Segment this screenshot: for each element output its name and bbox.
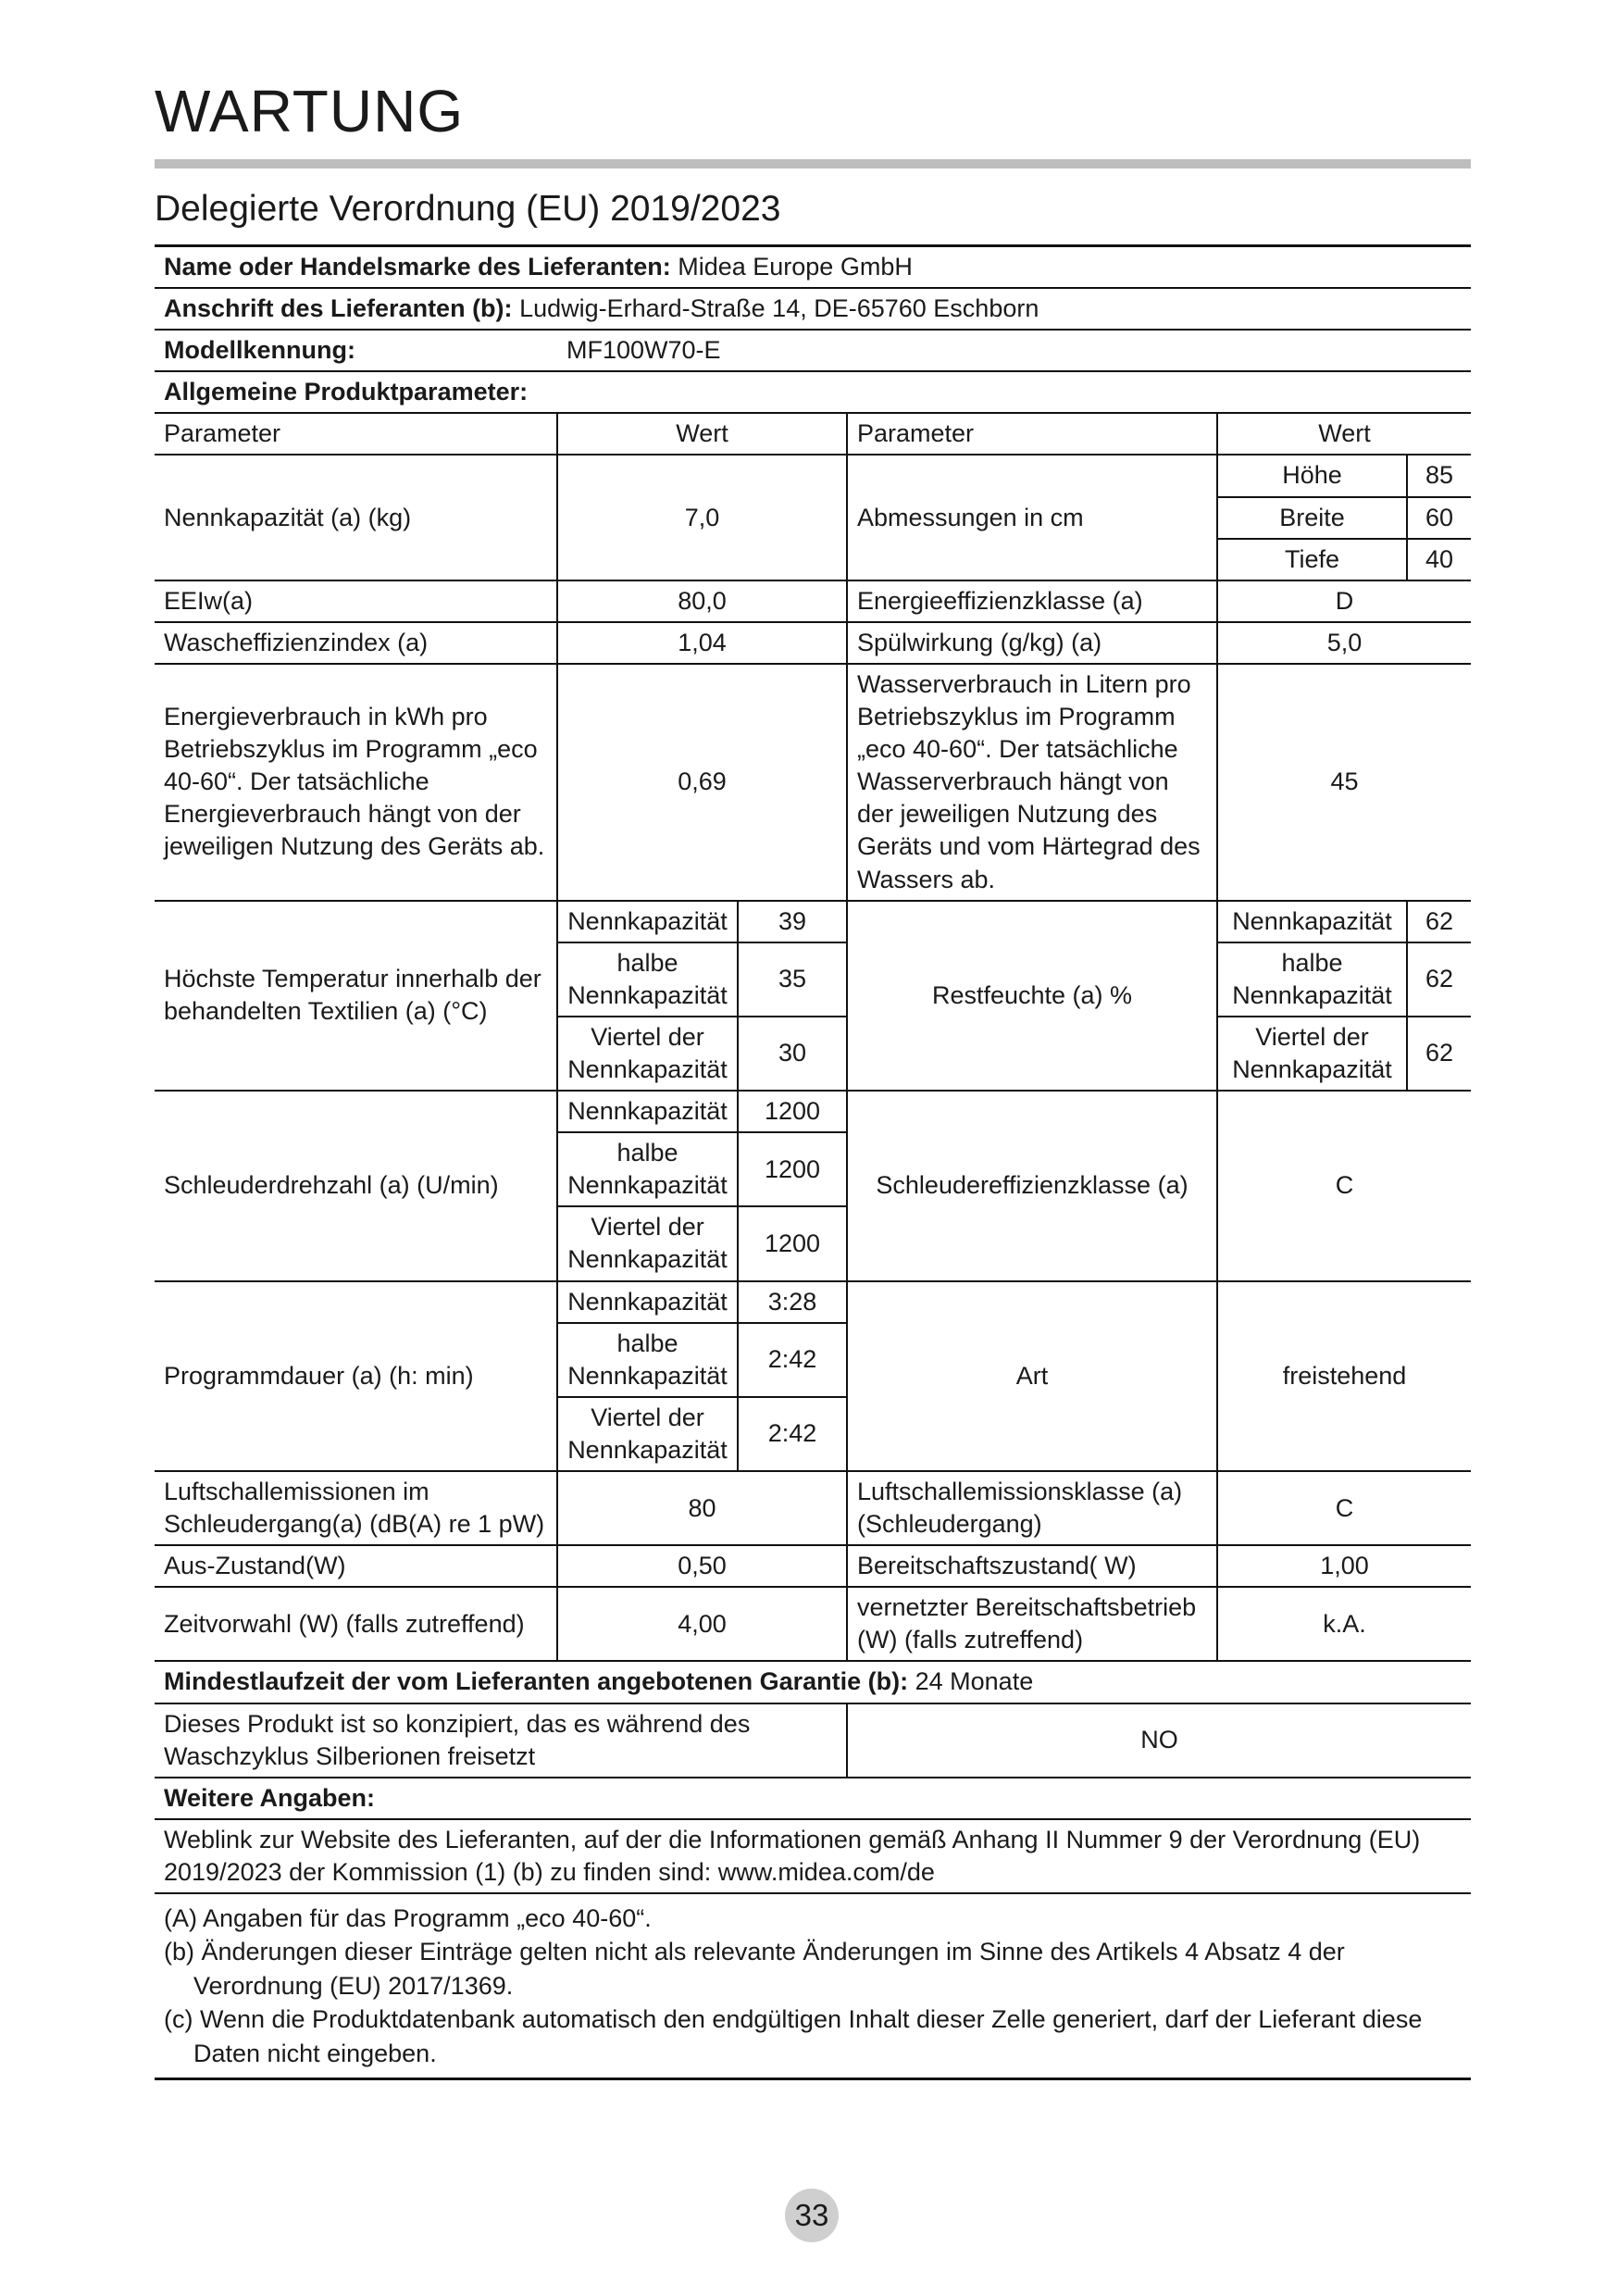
duration-rated-label: Nennkapazität [557, 1281, 738, 1323]
moisture-rated-value: 62 [1407, 901, 1471, 942]
energy-class-label: Energieeffizienzklasse (a) [847, 580, 1217, 622]
page-title: WARTUNG [155, 78, 465, 144]
title-divider [155, 159, 1471, 168]
max-temp-row-rated [155, 901, 1471, 942]
silver-ions-value: NO [847, 1703, 1471, 1778]
spin-class-value: C [1217, 1091, 1471, 1280]
model-cell [155, 330, 1471, 371]
energy-class-value: D [1217, 580, 1471, 622]
product-info-table [155, 244, 1471, 2080]
rinse-label: Spülwirkung (g/kg) (a) [847, 622, 1217, 664]
column-header-parameter-right: Parameter [847, 413, 1217, 455]
supplier-name-row [155, 246, 1471, 289]
eei-value: 80,0 [557, 580, 847, 622]
rinse-value: 5,0 [1217, 622, 1471, 664]
warranty-row [155, 1661, 1471, 1703]
column-header-row [155, 413, 1471, 455]
moisture-label: Restfeuchte (a) % [847, 901, 1217, 1091]
column-header-value-right: Wert [1217, 413, 1471, 455]
consumption-row [155, 664, 1471, 901]
duration-half-value: 2:42 [738, 1323, 847, 1397]
off-mode-label: Aus-Zustand(W) [155, 1545, 557, 1587]
spin-speed-row-rated [155, 1091, 1471, 1132]
notes-cell [155, 1893, 1471, 2079]
duration-half-label: halbe Nennkapazität [557, 1323, 738, 1397]
model-label: Modellkennung: [164, 336, 355, 365]
model-value: MF100W70-E [566, 336, 721, 365]
networked-standby-value: k.A. [1217, 1587, 1471, 1661]
moisture-quarter-value: 62 [1407, 1017, 1471, 1091]
noise-label: Luftschallemissionen im Schleudergang(a) (dB(A) re 1 pW) [155, 1471, 557, 1545]
standby-value: 1,00 [1217, 1545, 1471, 1587]
standby-label: Bereitschaftszustand( W) [847, 1545, 1217, 1587]
model-row [155, 330, 1471, 371]
networked-standby-label: vernetzter Bereitschaftsbetrieb (W) (falls zutreffend) [847, 1587, 1217, 1661]
column-header-parameter-left: Parameter [155, 413, 557, 455]
off-mode-value: 0,50 [557, 1545, 847, 1587]
wash-index-label: Wascheffizienzindex (a) [155, 622, 557, 664]
max-temp-rated-value: 39 [738, 901, 847, 942]
eei-label: EEIw(a) [155, 580, 557, 622]
max-temp-half-value: 35 [738, 942, 847, 1017]
type-label: Art [847, 1281, 1217, 1471]
supplier-address-cell [155, 288, 1471, 330]
moisture-quarter-label: Viertel der Nennkapazität [1217, 1017, 1407, 1091]
spin-speed-label: Schleuderdrehzahl (a) (U/min) [155, 1091, 557, 1280]
depth-value: 40 [1407, 539, 1471, 580]
delay-label: Zeitvorwahl (W) (falls zutreffend) [155, 1587, 557, 1661]
wash-index-row [155, 622, 1471, 664]
noise-class-label: Luftschallemissionsklasse (a) (Schleudergang) [847, 1471, 1217, 1545]
energy-consumption-value: 0,69 [557, 664, 847, 901]
height-label: Höhe [1217, 455, 1407, 496]
page-subtitle: Delegierte Verordnung (EU) 2019/2023 [155, 189, 781, 229]
supplier-name-label: Name oder Handelsmarke des Lieferanten: [164, 253, 671, 281]
further-info-heading-row [155, 1778, 1471, 1819]
noise-value: 80 [557, 1471, 847, 1545]
supplier-name-value: Midea Europe GmbH [678, 253, 913, 281]
delay-row [155, 1587, 1471, 1661]
moisture-rated-label: Nennkapazität [1217, 901, 1407, 942]
further-info-row [155, 1819, 1471, 1893]
supplier-address-row [155, 288, 1471, 330]
delay-value: 4,00 [557, 1587, 847, 1661]
further-info-text: Weblink zur Website des Lieferanten, auf der die Informationen gemäß Anhang II Nummer 9 der Verordnung (EU) 2019/2023 der Kommission (1) (b) zu finden sind: www.midea.com/de [155, 1819, 1471, 1893]
notes-row [155, 1893, 1471, 2079]
supplier-address-value: Ludwig-Erhard-Straße 14, DE-65760 Eschborn [519, 294, 1039, 323]
duration-label: Programmdauer (a) (h: min) [155, 1281, 557, 1471]
width-value: 60 [1407, 497, 1471, 539]
noise-row [155, 1471, 1471, 1545]
capacity-row [155, 455, 1471, 496]
duration-quarter-label: Viertel der Nennkapazität [557, 1397, 738, 1471]
capacity-label: Nennkapazität (a) (kg) [155, 455, 557, 580]
eei-row [155, 580, 1471, 622]
water-consumption-label: Wasserverbrauch in Litern pro Betriebszyklus im Programm „eco 40-60“. Der tatsächliche Wasserverbrauch hängt von der jeweiligen Nutzung des Geräts und vom Härtegrad des Wassers ab. [847, 664, 1217, 901]
max-temp-quarter-label: Viertel der Nennkapazität [557, 1017, 738, 1091]
supplier-address-label: Anschrift des Lieferanten (b): [164, 294, 513, 323]
spin-speed-rated-label: Nennkapazität [557, 1091, 738, 1132]
further-info-heading: Weitere Angaben: [155, 1778, 1471, 1819]
page-number: 33 [785, 2189, 839, 2242]
warranty-value: 24 Monate [915, 1667, 1034, 1696]
note-b: (b) Änderungen dieser Einträge gelten nicht als relevante Änderungen im Sinne des Artikels 4 Absatz 4 der Verordnung (EU) 2017/1369. [164, 1938, 1345, 2000]
type-value: freistehend [1217, 1281, 1471, 1471]
width-label: Breite [1217, 497, 1407, 539]
moisture-half-value: 62 [1407, 942, 1471, 1017]
moisture-half-label: halbe Nennkapazität [1217, 942, 1407, 1017]
capacity-value: 7,0 [557, 455, 847, 580]
warranty-cell [155, 1661, 1471, 1703]
spin-speed-quarter-label: Viertel der Nennkapazität [557, 1206, 738, 1280]
duration-rated-value: 3:28 [738, 1281, 847, 1323]
spin-class-label: Schleudereffizienzklasse (a) [847, 1091, 1217, 1280]
column-header-value-left: Wert [557, 413, 847, 455]
silver-ions-label: Dieses Produkt ist so konzipiert, das es während des Waschzyklus Silberionen freisetzt [155, 1703, 847, 1778]
wash-index-value: 1,04 [557, 622, 847, 664]
note-c: (c) Wenn die Produktdatenbank automatisch den endgültigen Inhalt dieser Zelle generiert, darf der Lieferant diese Daten nicht eingeben. [164, 2005, 1423, 2067]
energy-consumption-label: Energieverbrauch in kWh pro Betriebszyklus im Programm „eco 40-60“. Der tatsächliche Energieverbrauch hängt von der jeweiligen Nutzung des Geräts ab. [155, 664, 557, 901]
duration-row-rated [155, 1281, 1471, 1323]
spin-speed-rated-value: 1200 [738, 1091, 847, 1132]
warranty-label: Mindestlaufzeit der vom Lieferanten angebotenen Garantie (b): [164, 1667, 909, 1696]
general-params-row [155, 371, 1471, 413]
duration-quarter-value: 2:42 [738, 1397, 847, 1471]
height-value: 85 [1407, 455, 1471, 496]
power-row [155, 1545, 1471, 1587]
spin-speed-half-label: halbe Nennkapazität [557, 1132, 738, 1206]
max-temp-quarter-value: 30 [738, 1017, 847, 1091]
max-temp-label: Höchste Temperatur innerhalb der behandelten Textilien (a) (°C) [155, 901, 557, 1091]
depth-label: Tiefe [1217, 539, 1407, 580]
note-a: (A) Angaben für das Programm „eco 40-60“. [164, 1904, 652, 1933]
noise-class-value: C [1217, 1471, 1471, 1545]
silver-ions-row [155, 1703, 1471, 1778]
max-temp-half-label: halbe Nennkapazität [557, 942, 738, 1017]
general-params-heading: Allgemeine Produktparameter: [155, 371, 1471, 413]
dimensions-label: Abmessungen in cm [847, 455, 1217, 580]
max-temp-rated-label: Nennkapazität [557, 901, 738, 942]
spin-speed-quarter-value: 1200 [738, 1206, 847, 1280]
spin-speed-half-value: 1200 [738, 1132, 847, 1206]
water-consumption-value: 45 [1217, 664, 1471, 901]
supplier-name-cell [155, 246, 1471, 289]
